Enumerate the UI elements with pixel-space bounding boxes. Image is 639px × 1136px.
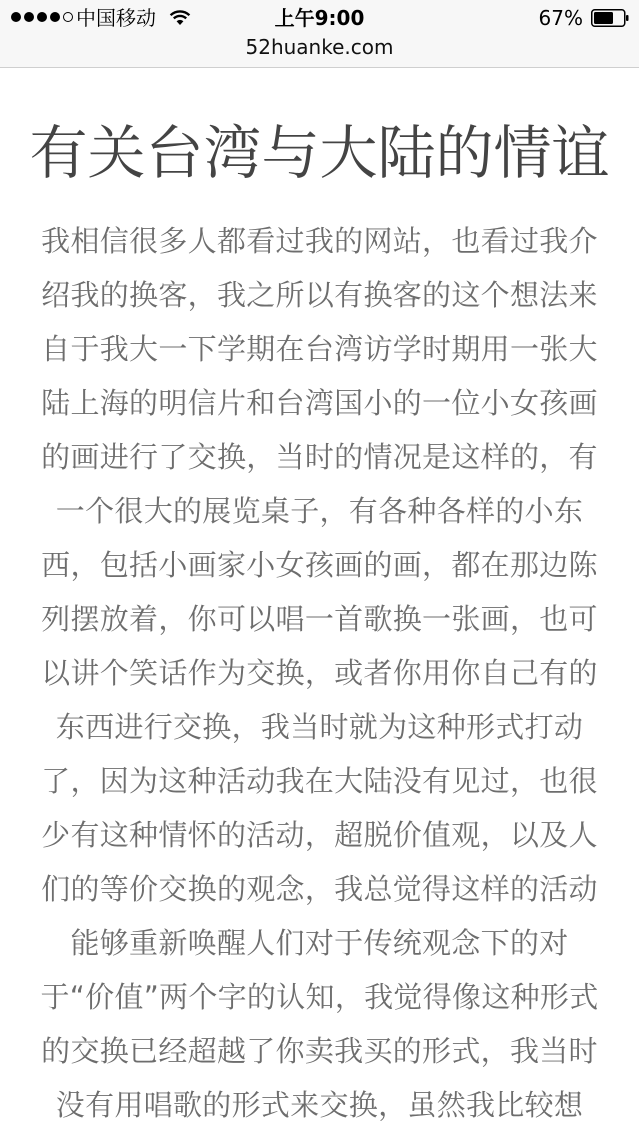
carrier-name: 中国移动: [76, 6, 156, 30]
article-paragraph-line: 的交换已经超越了你卖我买的形式，我当时: [41, 1034, 598, 1068]
article-paragraph-line: 我相信很多人都看过我的网站，也看过我介: [41, 224, 598, 258]
article-paragraph-line: 以讲个笑话作为交换，或者你用你自己有的: [41, 656, 598, 690]
battery-fill: [594, 12, 613, 24]
article-paragraph-line: 于“价值”两个字的认知，我觉得像这种形式: [40, 980, 599, 1014]
article-paragraph-line: 了，因为这种活动我在大陆没有见过，也很: [41, 764, 598, 798]
article-title: 有关台湾与大陆的情谊: [29, 119, 610, 187]
article-paragraph-line: 列摆放着，你可以唱一首歌换一张画，也可: [41, 602, 598, 636]
article-paragraph-line: 自于我大一下学期在台湾访学时期用一张大: [41, 332, 598, 366]
clock: 上午9:00: [274, 6, 365, 30]
browser-top-bar: [0, 0, 639, 68]
article: [0, 68, 639, 1136]
article-paragraph-line: 能够重新唤醒人们对于传统观念下的对: [70, 926, 569, 960]
article-paragraph-line: 东西进行交换，我当时就为这种形式打动: [55, 710, 584, 744]
address-bar-url[interactable]: 52huanke.com: [245, 35, 394, 59]
battery-percentage: 67%: [538, 6, 583, 30]
article-paragraph-line: 们的等价交换的观念，我总觉得这样的活动: [41, 872, 598, 906]
article-paragraph-line: 西，包括小画家小女孩画的画，都在那边陈: [41, 548, 598, 582]
article-paragraph-line: 陆上海的明信片和台湾国小的一位小女孩画: [41, 386, 598, 420]
status-bar: [0, 0, 639, 36]
article-paragraph-line: 的画进行了交换，当时的情况是这样的，有: [41, 440, 598, 474]
battery-icon: [591, 9, 629, 27]
article-paragraph-line: 没有用唱歌的形式来交换，虽然我比较想: [55, 1088, 584, 1122]
article-paragraph-line: 一个很大的展览桌子，有各种各样的小东: [55, 494, 584, 528]
article-paragraph-line: 绍我的换客，我之所以有换客的这个想法来: [41, 278, 598, 312]
article-body: [0, 214, 639, 1132]
article-paragraph-line: 少有这种情怀的活动，超脱价值观，以及人: [41, 818, 598, 852]
